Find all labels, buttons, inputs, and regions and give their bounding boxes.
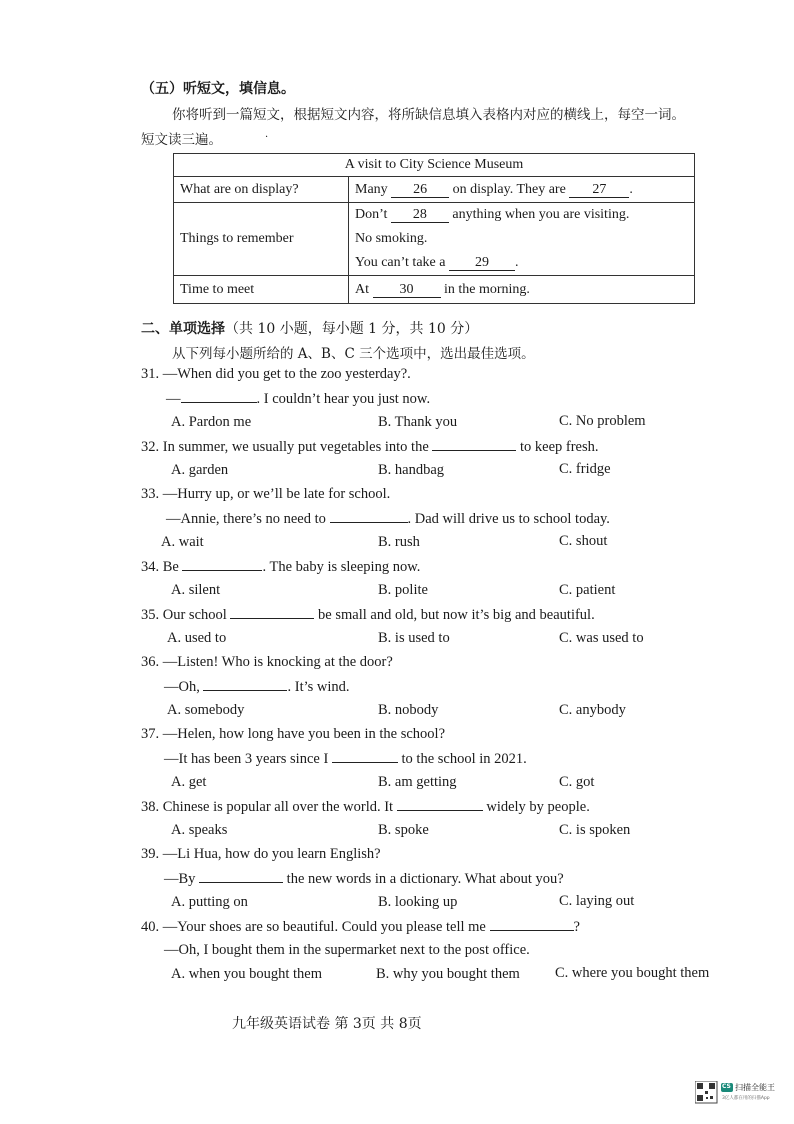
q-num: 37. xyxy=(141,726,160,742)
part2-instruction: 从下列每小题所给的 A、B、C 三个选项中，选出最佳选项。 xyxy=(172,346,535,362)
text: Don’t xyxy=(355,207,388,222)
text: You can’t take a xyxy=(355,255,446,270)
section-instruction-2: 短文读三遍。 xyxy=(141,132,222,148)
answer-blank[interactable] xyxy=(330,510,408,523)
q-num: 35. xyxy=(141,607,160,623)
question-34 xyxy=(141,558,420,576)
section-title: （五）听短文，填信息。 xyxy=(141,81,295,97)
row-label-remember: Things to remember xyxy=(174,203,349,276)
q31-option-a[interactable]: A. Pardon me xyxy=(171,414,252,430)
q36-option-c[interactable]: C. anybody xyxy=(559,702,626,718)
answer-blank[interactable] xyxy=(203,678,287,691)
question-39 xyxy=(141,846,381,863)
text: . xyxy=(514,255,519,270)
answer-blank[interactable] xyxy=(490,918,574,931)
q-num: 36. xyxy=(141,654,160,670)
answer-blank[interactable] xyxy=(332,750,398,763)
question-32 xyxy=(141,438,599,456)
q-text: be small and old, but now it’s big and beautiful. xyxy=(318,607,595,623)
text: No smoking. xyxy=(355,231,428,246)
q-num: 31. xyxy=(141,366,160,382)
q-text: . Dad will drive us to school today. xyxy=(407,511,610,527)
q-text: . It’s wind. xyxy=(287,679,350,695)
row-display-content xyxy=(349,177,695,203)
q39-option-b[interactable]: B. looking up xyxy=(378,894,458,910)
question-40 xyxy=(141,918,580,936)
q33-option-a[interactable]: A. wait xyxy=(161,534,204,550)
part2-title xyxy=(141,318,478,338)
q31-option-c[interactable]: C. No problem xyxy=(559,413,646,429)
scanner-badge: CS xyxy=(722,1083,731,1090)
q38-option-b[interactable]: B. spoke xyxy=(378,822,429,838)
q-text: — xyxy=(166,391,181,407)
q34-option-c[interactable]: C. patient xyxy=(559,582,616,598)
q31-line2 xyxy=(166,390,430,408)
q-text: Our school xyxy=(162,607,227,623)
blank-28[interactable]: 28 xyxy=(391,207,449,223)
blank-27[interactable]: 27 xyxy=(569,182,629,198)
row-label-display: What are on display? xyxy=(174,177,349,203)
q40-option-c[interactable]: C. where you bought them xyxy=(555,965,710,981)
scanner-sub: 3亿人都在用的扫描App xyxy=(722,1096,770,1101)
q37-line2 xyxy=(164,750,527,768)
q33-option-c[interactable]: C. shout xyxy=(559,533,608,549)
answer-blank[interactable] xyxy=(182,558,262,571)
q-text: —Listen! Who is knocking at the door? xyxy=(162,654,393,670)
q38-option-c[interactable]: C. is spoken xyxy=(559,822,631,838)
section-instruction: 你将听到一篇短文，根据短文内容，将所缺信息填入表格内对应的横线上，每空一词。 xyxy=(172,107,685,123)
part2-note: （共 10 小题，每小题 1 分，共 10 分） xyxy=(225,321,479,337)
question-38 xyxy=(141,798,590,816)
page-footer: 九年级英语试卷 第 3页 共 8页 xyxy=(232,1016,422,1032)
q-text: ? xyxy=(573,919,580,935)
answer-blank[interactable] xyxy=(397,798,483,811)
text: Many xyxy=(355,181,388,197)
q33-option-b[interactable]: B. rush xyxy=(378,534,420,550)
answer-blank[interactable] xyxy=(432,438,516,451)
q-text: to keep fresh. xyxy=(520,439,599,455)
q36-line2 xyxy=(164,678,350,696)
question-37 xyxy=(141,726,445,743)
row-time-content xyxy=(349,276,695,304)
text: on display. They are xyxy=(452,181,566,197)
q-text: —It has been 3 years since I xyxy=(164,751,329,767)
answer-blank[interactable] xyxy=(230,606,314,619)
q39-option-a[interactable]: A. putting on xyxy=(171,894,248,910)
question-35 xyxy=(141,606,595,624)
q-text: —Hurry up, or we’ll be late for school. xyxy=(162,486,391,502)
q-text: —Oh, xyxy=(164,679,200,695)
q-num: 38. xyxy=(141,799,160,815)
q40-option-b[interactable]: B. why you bought them xyxy=(376,966,520,982)
scanner-name: 扫描全能王 xyxy=(735,1083,775,1092)
q35-option-c[interactable]: C. was used to xyxy=(559,630,644,646)
q-text: to the school in 2021. xyxy=(401,751,527,767)
q-text: —Your shoes are so beautiful. Could you please tell me xyxy=(162,919,486,935)
q39-line2 xyxy=(164,870,564,888)
part2-heading: 二、单项选择 xyxy=(141,321,225,337)
answer-blank[interactable] xyxy=(199,870,283,883)
q32-option-a[interactable]: A. garden xyxy=(171,462,229,478)
q36-option-b[interactable]: B. nobody xyxy=(378,702,439,718)
q37-option-c[interactable]: C. got xyxy=(559,774,595,790)
q37-option-b[interactable]: B. am getting xyxy=(378,774,457,790)
text: . xyxy=(629,181,633,197)
q31-option-b[interactable]: B. Thank you xyxy=(378,414,458,430)
q-text: —Helen, how long have you been in the school? xyxy=(162,726,446,742)
q33-line2 xyxy=(166,510,610,528)
blank-30[interactable]: 30 xyxy=(373,282,441,298)
q35-option-a[interactable]: A. used to xyxy=(167,630,227,646)
q-text: the new words in a dictionary. What about you? xyxy=(286,871,564,887)
q-num: 34. xyxy=(141,559,160,575)
blank-29[interactable]: 29 xyxy=(449,255,515,271)
q38-option-a[interactable]: A. speaks xyxy=(171,822,228,838)
text: in the morning. xyxy=(444,281,530,297)
row-remember-content xyxy=(349,203,695,276)
answer-blank[interactable] xyxy=(181,390,257,403)
q-text: . The baby is sleeping now. xyxy=(262,559,421,575)
q-num: 40. xyxy=(141,919,160,935)
q32-option-b[interactable]: B. handbag xyxy=(378,462,445,478)
table-title: A visit to City Science Museum xyxy=(174,154,695,177)
q-text: Chinese is popular all over the world. It xyxy=(162,799,394,815)
q-text: . I couldn’t hear you just now. xyxy=(256,391,431,407)
q34-option-b[interactable]: B. polite xyxy=(378,582,428,598)
blank-26[interactable]: 26 xyxy=(391,182,449,198)
info-table xyxy=(173,153,695,304)
q-text: —When did you get to the zoo yesterday?. xyxy=(162,366,411,382)
question-31 xyxy=(141,366,411,383)
q34-option-a[interactable]: A. silent xyxy=(171,582,221,598)
q-text: widely by people. xyxy=(486,799,590,815)
q-text: In summer, we usually put vegetables into the xyxy=(162,439,429,455)
scanner-watermark xyxy=(695,1081,779,1109)
q-text: —By xyxy=(164,871,196,887)
q35-option-b[interactable]: B. is used to xyxy=(378,630,450,646)
q36-option-a[interactable]: A. somebody xyxy=(167,702,245,718)
q32-option-c[interactable]: C. fridge xyxy=(559,461,611,477)
stray-dot: · xyxy=(265,132,269,143)
text: At xyxy=(355,281,369,297)
q37-option-a[interactable]: A. get xyxy=(171,774,207,790)
q-text: —Annie, there’s no need to xyxy=(166,511,326,527)
row-label-time: Time to meet xyxy=(174,276,349,304)
q-text: Be xyxy=(162,559,179,575)
q40-line2: —Oh, I bought them in the supermarket next to the post office. xyxy=(164,942,530,958)
q-text: —Li Hua, how do you learn English? xyxy=(162,846,381,862)
question-33 xyxy=(141,486,390,503)
q-num: 33. xyxy=(141,486,160,502)
q39-option-c[interactable]: C. laying out xyxy=(559,893,635,909)
q-num: 39. xyxy=(141,846,160,862)
question-36 xyxy=(141,654,393,671)
q40-option-a[interactable]: A. when you bought them xyxy=(171,966,323,982)
q-num: 32. xyxy=(141,439,160,455)
text: anything when you are visiting. xyxy=(452,207,630,222)
